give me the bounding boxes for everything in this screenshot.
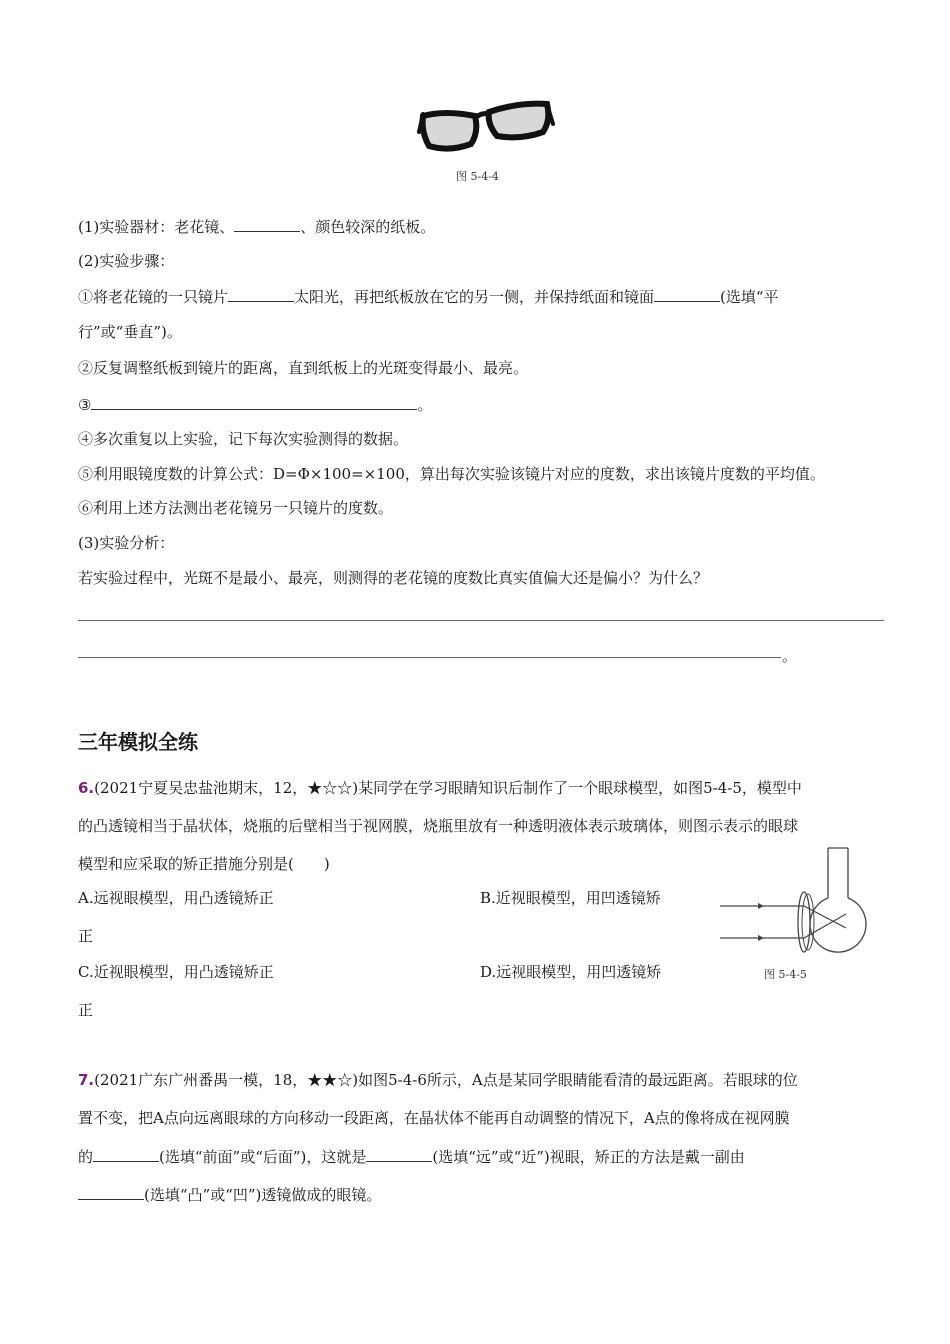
glasses-figure bbox=[415, 92, 555, 162]
answer-blank[interactable] bbox=[93, 1146, 159, 1162]
section-title: 三年模拟全练 bbox=[78, 730, 198, 754]
figure-caption-5-4-4: 图 5-4-4 bbox=[456, 170, 499, 183]
answer-line[interactable] bbox=[78, 657, 781, 658]
question-7-line-4: (选填“凸”或“凹”)透镜做成的眼镜。 bbox=[78, 1184, 381, 1205]
steps-heading: (2)实验步骤： bbox=[78, 252, 175, 270]
figure-caption-5-4-5: 图 5-4-5 bbox=[764, 968, 807, 981]
answer-blank[interactable] bbox=[366, 1146, 432, 1162]
option-d-wrap: 正 bbox=[78, 1001, 94, 1019]
glasses-icon bbox=[415, 92, 555, 162]
analysis-question: 若实验过程中，光斑不是最小、最亮，则测得的老花镜的度数比真实值偏大还是偏小？为什么？ bbox=[78, 569, 709, 587]
eye-model-diagram-icon bbox=[718, 842, 878, 954]
option-b-wrap: 正 bbox=[78, 927, 94, 945]
step-2-line: ②反复调整纸板到镜片的距离，直到纸板上的光斑变得最小、最亮。 bbox=[78, 359, 529, 377]
step-6-line: ⑥利用上述方法测出老花镜另一只镜片的度数。 bbox=[78, 499, 394, 517]
option-b[interactable]: B.近视眼模型，用凹透镜矫 bbox=[480, 889, 661, 907]
option-c[interactable]: C.近视眼模型，用凸透镜矫正 bbox=[78, 963, 274, 981]
materials-line: (1)实验器材：老花镜、 、颜色较深的纸板。 bbox=[78, 218, 436, 236]
question-number: 6. bbox=[78, 779, 95, 797]
answer-line[interactable] bbox=[78, 620, 884, 621]
answer-blank[interactable] bbox=[91, 394, 417, 410]
step-4-line: ④多次重复以上实验，记下每次实验测得的数据。 bbox=[78, 430, 409, 448]
option-d[interactable]: D.远视眼模型，用凹透镜矫 bbox=[480, 963, 662, 981]
answer-blank[interactable] bbox=[78, 1184, 144, 1200]
question-7-line-2: 置不变，把A点向远离眼球的方向移动一段距离，在晶状体不能再自动调整的情况下，A点的像将成在视网膜 bbox=[78, 1109, 790, 1127]
step-1-line: ①将老花镜的一只镜片 太阳光，再把纸板放在它的另一侧，并保持纸面和镜面 (选填“平 bbox=[78, 288, 779, 306]
answer-blank[interactable] bbox=[234, 216, 300, 232]
answer-end-period: 。 bbox=[782, 647, 798, 665]
step-5-line: ⑤利用眼镜度数的计算公式：D=Φ×100=×100，算出每次实验该镜片对应的度数，求出该镜片度数的平均值。 bbox=[78, 465, 825, 483]
step-1-wrap: 行”或“垂直”)。 bbox=[78, 323, 182, 341]
answer-blank[interactable] bbox=[228, 286, 294, 302]
question-number: 7. bbox=[78, 1071, 95, 1089]
question-6-line-2: 的凸透镜相当于晶状体，烧瓶的后壁相当于视网膜，烧瓶里放有一种透明液体表示玻璃体，则图示表示的眼球 bbox=[78, 817, 799, 835]
eye-model-figure bbox=[718, 842, 878, 954]
step-3-line: ③ 。 bbox=[78, 396, 433, 414]
analysis-heading: (3)实验分析： bbox=[78, 534, 175, 552]
question-7-line-1: 7.(2021广东广州番禺一模，18，★★☆)如图5-4-6所示，A点是某同学眼睛能看清的最远距离。若眼球的位 bbox=[78, 1071, 798, 1089]
question-6-line-3: 模型和应采取的矫正措施分别是( ) bbox=[78, 855, 330, 873]
option-a[interactable]: A.远视眼模型，用凸透镜矫正 bbox=[78, 889, 274, 907]
question-6-line-1: 6.(2021宁夏吴忠盐池期末，12，★☆☆)某同学在学习眼睛知识后制作了一个眼球模型，如图5-4-5，模型中 bbox=[78, 779, 802, 797]
question-7-line-3: 的 (选填“前面”或“后面”)，这就是 (选填“远”或“近”)视眼，矫正的方法是戴一副由 bbox=[78, 1148, 745, 1166]
answer-blank[interactable] bbox=[654, 286, 720, 302]
